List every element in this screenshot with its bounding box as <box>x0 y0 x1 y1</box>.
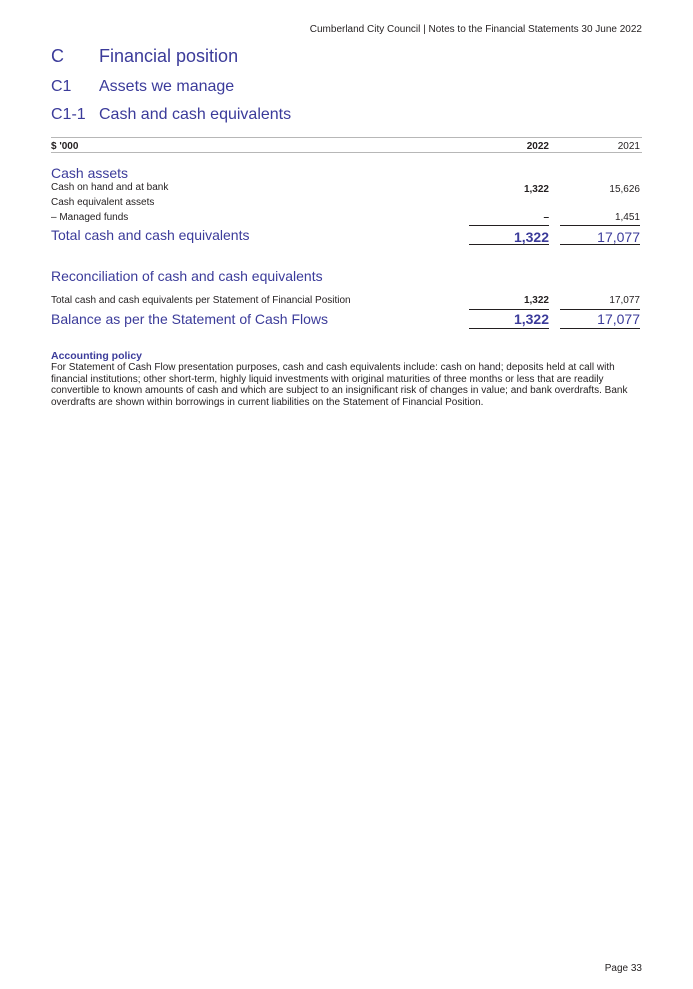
table-row <box>51 295 642 311</box>
heading-number: C <box>51 46 64 66</box>
cash-table <box>51 137 642 333</box>
value-2022: – <box>469 212 549 226</box>
column-header-2021: 2021 <box>617 141 640 152</box>
page-number: Page 33 <box>604 963 642 974</box>
section-title-text: Cash assets <box>51 165 129 181</box>
section-title-text: Reconciliation of cash and cash equivalents <box>51 268 323 284</box>
heading-title: Financial position <box>99 46 239 66</box>
accounting-policy <box>51 350 645 408</box>
heading-subsection <box>51 78 234 96</box>
heading-section <box>51 46 238 67</box>
table-row <box>51 182 642 197</box>
total-label: Total cash and cash equivalents <box>51 227 250 243</box>
balance-2021: 17,077 <box>560 311 640 329</box>
policy-title: Accounting policy <box>51 350 143 362</box>
row-label: Cash on hand and at bank <box>51 182 169 193</box>
value-2021: 1,451 <box>560 212 640 226</box>
balance-2022: 1,322 <box>469 311 549 329</box>
value-2021: 17,077 <box>560 295 640 310</box>
value-2021: 15,626 <box>609 184 640 195</box>
row-label: Total cash and cash equivalents per Statement of Financial Position <box>51 295 351 306</box>
heading-number: C1-1 <box>51 106 86 123</box>
page-header: Cumberland City Council | Notes to the Financial Statements 30 June 2022 <box>309 24 642 35</box>
heading-note <box>51 106 291 124</box>
balance-label: Balance as per the Statement of Cash Flows <box>51 311 329 327</box>
balance-row <box>51 311 642 333</box>
table-header <box>51 137 642 153</box>
table-row <box>51 197 642 212</box>
row-label: Cash equivalent assets <box>51 197 155 208</box>
row-label: – Managed funds <box>51 212 129 223</box>
total-2021: 17,077 <box>560 229 640 245</box>
heading-title: Assets we manage <box>99 78 235 95</box>
section-title-reconciliation <box>51 249 642 289</box>
total-row <box>51 227 642 249</box>
column-header-2022: 2022 <box>526 141 549 152</box>
value-2022: 1,322 <box>469 295 549 310</box>
policy-text: For Statement of Cash Flow presentation purposes, cash and cash equivalents include: cash on hand; deposits held at call with financial institutions; other short-term, highly liquid investments with original maturities of three months or less that are readily convertible to known amounts of cash and which are subject to an insignificant risk of changes in value; and bank overdrafts. Bank overdrafts are shown within borrowings in current liabilities on the Statement of Financial Position. <box>51 362 628 408</box>
table-row <box>51 212 642 227</box>
total-2022: 1,322 <box>469 229 549 245</box>
value-2022: 1,322 <box>523 184 549 195</box>
heading-number: C1 <box>51 78 72 95</box>
heading-title: Cash and cash equivalents <box>99 106 292 123</box>
unit-label: $ '000 <box>51 141 79 152</box>
